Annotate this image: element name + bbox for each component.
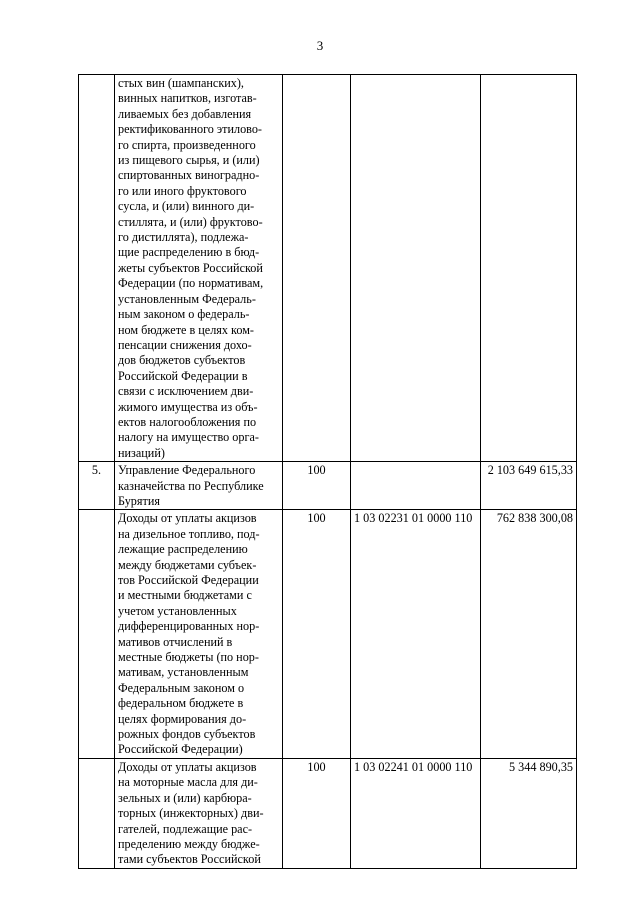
revenue-name: Управление Федерального казначейства по Республике Бурятия — [115, 462, 283, 510]
page-number: 3 — [316, 38, 324, 53]
table-row — [79, 75, 577, 462]
row-number — [79, 75, 115, 462]
amount: 5 344 890,35 — [481, 758, 577, 868]
revenue-table — [78, 74, 577, 869]
table-row — [79, 462, 577, 510]
revenue-name: Доходы от уплаты акцизов на моторные масла для ди- зельных и (или) карбюра- торных (инжекторных) дви- гателей, подлежащие рас- пределению между бюдже- тами субъектов Российской — [115, 758, 283, 868]
amount — [481, 75, 577, 462]
budget-classification-code: 1 03 02231 01 0000 110 — [351, 510, 481, 759]
revenue-name: Доходы от уплаты акцизов на дизельное топливо, под- лежащие распределению между бюджетами субъек- тов Российской Федерации и местными бюджетами с учетом установленных дифференцированных нор- мативов отчислений в местные бюджеты (по нор- мативам, установленным Федеральным законом о федеральном бюджете в целях формирования до- рожных фондов субъектов Российской Федерации) — [115, 510, 283, 759]
row-number — [79, 510, 115, 759]
admin-code: 100 — [283, 758, 351, 868]
admin-code: 100 — [283, 510, 351, 759]
table-row — [79, 758, 577, 868]
budget-classification-code — [351, 75, 481, 462]
budget-classification-code: 1 03 02241 01 0000 110 — [351, 758, 481, 868]
row-number — [79, 758, 115, 868]
revenue-name: стых вин (шампанских), винных напитков, изготав- ливаемых без добавления ректификованного этилово- го спирта, произведенного из пищевого сырья, и (или) спиртованных виноградно- го или иного фруктового сусла, и (или) винного ди- стиллята, и (или) фруктово- го дистиллята), подлежа- щие распределению в бюд- жеты субъектов Российской Федерации (по нормативам, установленным Федераль- ным законом о федераль- ном бюджете в целях ком- пенсации снижения дохо- дов бюджетов субъектов Российской Федерации в связи с исключением дви- жимого имущества из объ- ектов налогообложения по налогу на имущество орга- низаций) — [115, 75, 283, 462]
amount: 2 103 649 615,33 — [481, 462, 577, 510]
amount: 762 838 300,08 — [481, 510, 577, 759]
budget-classification-code — [351, 462, 481, 510]
admin-code: 100 — [283, 462, 351, 510]
row-number: 5. — [79, 462, 115, 510]
table-row — [79, 510, 577, 759]
admin-code — [283, 75, 351, 462]
